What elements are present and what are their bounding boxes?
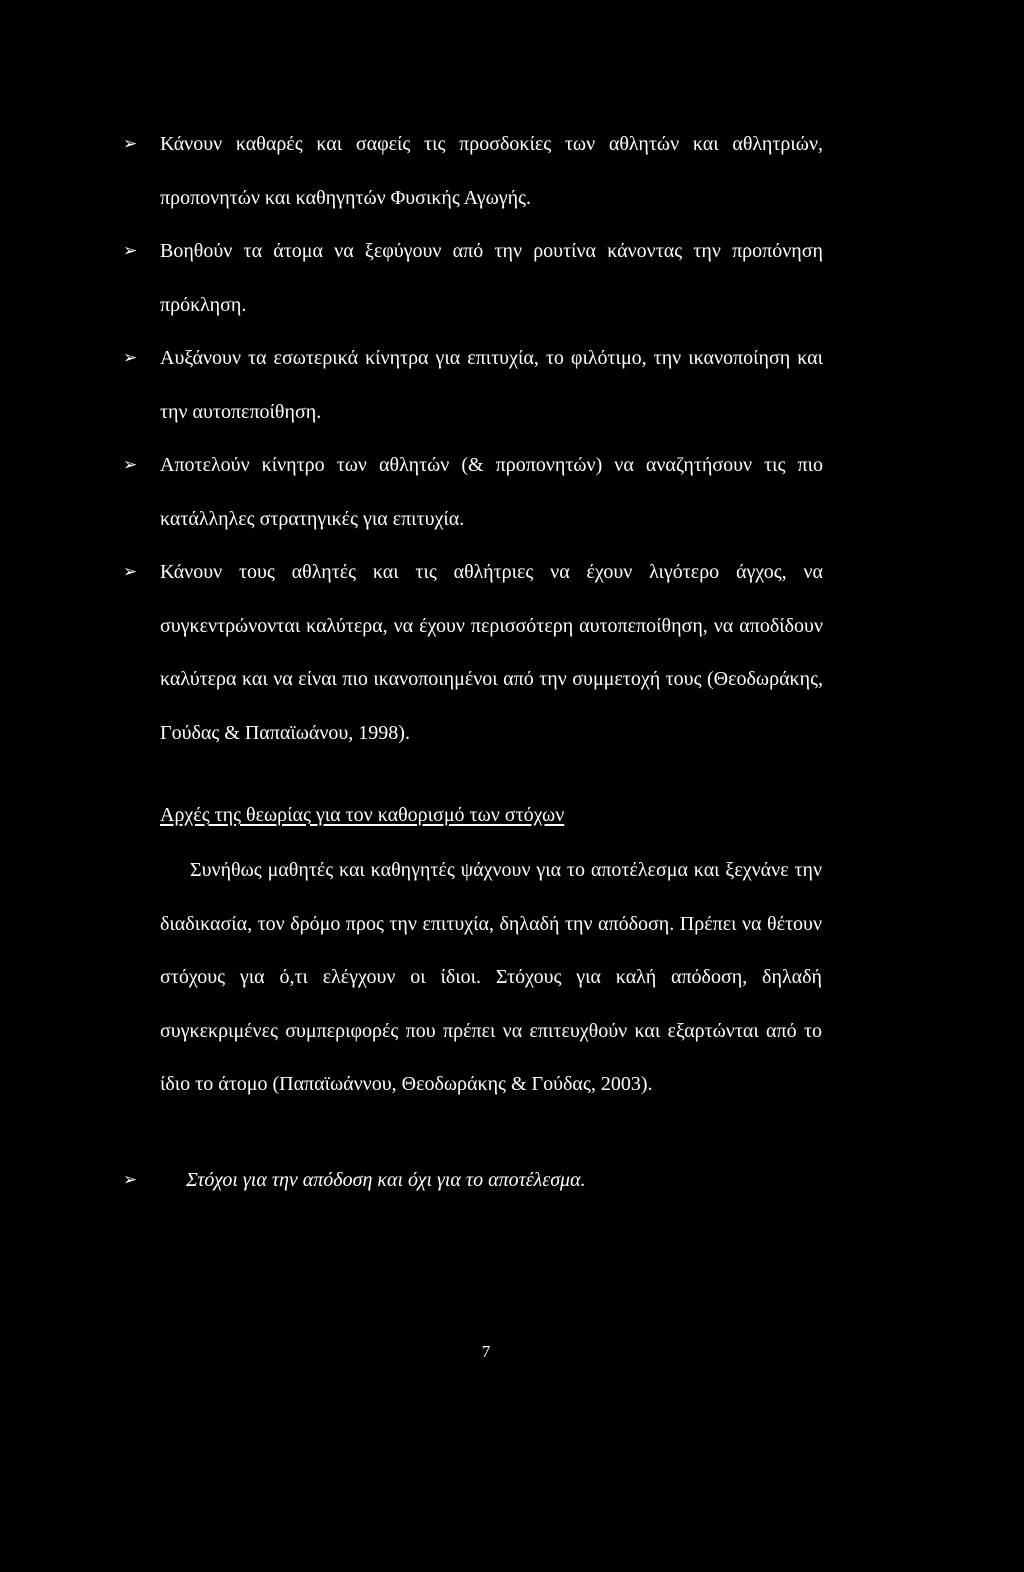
bullet-text: Βοηθούν τα άτομα να ξεφύγουν από την ρουτίνα κάνοντας την προπόνηση πρόκληση. bbox=[160, 240, 823, 316]
bullet-text: Αυξάνουν τα εσωτερικά κίνητρα για επιτυχία, το φιλότιμο, την ικανοποίηση και την αυτοπεποίθηση. bbox=[160, 347, 823, 423]
section-paragraph: Συνήθως μαθητές και καθηγητές ψάχνουν για το αποτέλεσμα και ξεχνάνε την διαδικασία, τον δρόμο προς την επιτυχία, δηλαδή την απόδοση. Πρέπει να θέτουν στόχους για ό,τι ελέγχουν οι ίδιοι. Στόχους για καλή απόδοση, δηλαδή συγκεκριμένες συμπεριφορές που πρέπει να επιτευχθούν και εξαρτώνται από το ίδιο το άτομο (Παπαϊωάννου, Θεοδωράκης & Γούδας, 2003). bbox=[160, 859, 822, 1095]
bullet-text: Αποτελούν κίνητρο των αθλητών (& προπονητών) να αναζητήσουν τις πιο κατάλληλες στρατηγικές για επιτυχία. bbox=[160, 454, 823, 530]
arrow-bullet-icon: ➢ bbox=[123, 562, 138, 582]
benefits-bullet-list bbox=[123, 118, 823, 760]
bullet-item-less-anxiety bbox=[123, 546, 823, 760]
arrow-bullet-icon: ➢ bbox=[123, 1170, 138, 1190]
goal-text: Στόχοι για την απόδοση και όχι για το αποτέλεσμα. bbox=[186, 1169, 586, 1191]
bullet-item-internal-motivation bbox=[123, 332, 823, 439]
bullet-item-clear-expectations bbox=[123, 118, 823, 225]
section-heading: Αρχές της θεωρίας για τον καθορισμό των στόχων bbox=[160, 804, 565, 826]
arrow-bullet-icon: ➢ bbox=[123, 134, 138, 154]
page-number: 7 bbox=[481, 1342, 491, 1361]
bullet-item-escape-routine bbox=[123, 225, 823, 332]
bullet-item-strategies bbox=[123, 439, 823, 546]
bullet-text: Κάνουν καθαρές και σαφείς τις προσδοκίες των αθλητών και αθλητριών, προπονητών και καθηγητών Φυσικής Αγωγής. bbox=[160, 133, 823, 209]
bullet-text: Κάνουν τους αθλητές και τις αθλήτριες να έχουν λιγότερο άγχος, να συγκεντρώνονται καλύτερα, να έχουν περισσότερη αυτοπεποίθηση, να αποδίδουν καλύτερα και να είναι πιο ικανοποιημένοι από την συμμετοχή τους (Θεοδωράκης, Γούδας & Παπαϊωάνου, 1998). bbox=[160, 561, 823, 744]
arrow-bullet-icon: ➢ bbox=[123, 455, 138, 475]
arrow-bullet-icon: ➢ bbox=[123, 241, 138, 261]
arrow-bullet-icon: ➢ bbox=[123, 348, 138, 368]
